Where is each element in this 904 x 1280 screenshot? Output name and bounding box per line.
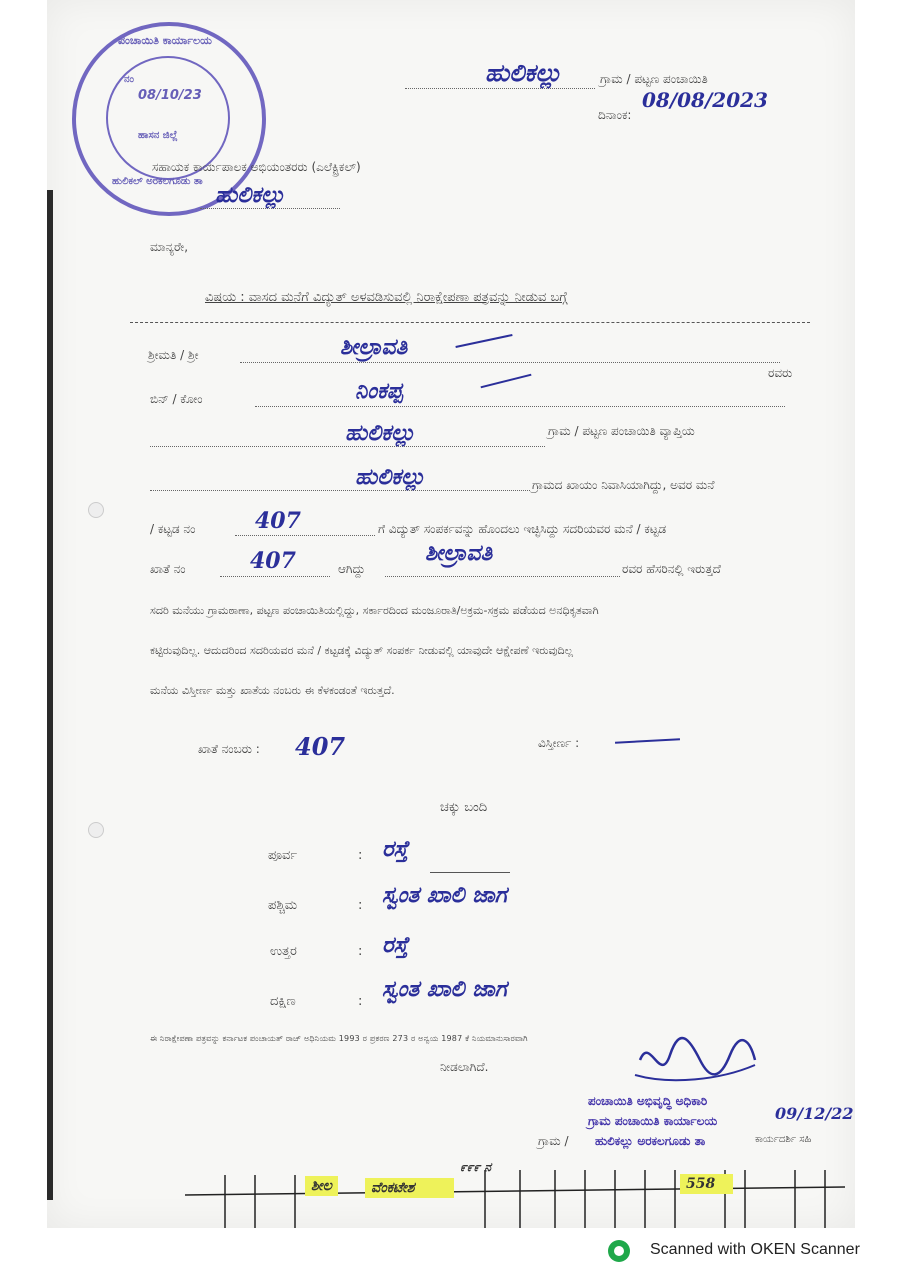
officer-signature bbox=[630, 1030, 760, 1090]
khata-number-2: 407 bbox=[295, 732, 346, 761]
grid-cell-name2: ವೆಂಕಟೇಶ bbox=[365, 1178, 454, 1198]
grid-cell-number: 558 bbox=[680, 1174, 733, 1194]
register-grid bbox=[185, 1165, 845, 1228]
grid-cell-name1: ಶೀಲ bbox=[305, 1176, 338, 1196]
boundaries-title: ಚಕ್ಕು ಬಂದಿ bbox=[440, 800, 488, 815]
village-hand-1: ಹುಲಿಕಲ್ಲು bbox=[345, 420, 416, 446]
page-edge-shadow bbox=[47, 190, 53, 1200]
stamp-date: 08/10/23 bbox=[138, 88, 202, 103]
officer-seal-line1: ಪಂಚಾಯಿತಿ ಅಭಿವೃದ್ಧಿ ಅಧಿಕಾರಿ bbox=[588, 1094, 708, 1108]
owner-name: ಶೀಲ್ರಾವತಿ bbox=[425, 540, 493, 566]
sign-date: 09/12/22 bbox=[775, 1104, 854, 1123]
area-label: ವಿಸ್ತೀರ್ಣ : bbox=[538, 736, 580, 750]
boundary-east: ರಸ್ತೆ bbox=[382, 836, 409, 862]
grid-cell-c3: ೯೯೯ ನ bbox=[460, 1160, 492, 1174]
village-hand-2: ಹುಲಿಕಲ್ಲು bbox=[355, 464, 426, 490]
punch-hole bbox=[88, 822, 104, 838]
father-husband-name: ನಿಂಕಪ್ಪ bbox=[355, 378, 403, 404]
relation-label: ಬಿನ್ / ಕೋಂ bbox=[150, 392, 203, 406]
boundary-dir: ಪಶ್ಚಿಮ bbox=[268, 898, 298, 913]
boundary-south: ಸ್ವಂತ ಖಾಲಿ ಜಾಗ bbox=[382, 976, 507, 1002]
subject-line: ವಿಷಯ : ವಾಸದ ಮನೆಗೆ ವಿದ್ಯುತ್ ಅಳವಡಿಸುವಲ್ಲಿ ನಿರಾಕ್ಷೇಪಣಾ ಪತ್ರವನ್ನು ನೀಡುವ ಬಗ್ಗೆ bbox=[205, 290, 568, 305]
boundary-north: ರಸ್ತೆ bbox=[382, 932, 409, 958]
boundary-dir: ಪೂರ್ವ bbox=[268, 848, 298, 863]
village-name: ಹುಲಿಕಲ್ಲು bbox=[485, 58, 562, 87]
building-number: 407 bbox=[255, 508, 301, 534]
office-seal-stamp: ಪಂಚಾಯಿತಿ ಕಾರ್ಯಾಲಯ ನಂ 08/10/23 ಹಾಸನ ಜಿಲ್ಲೆ ಹುಲಿಕಲ್ ಅರಕಲಗೂಡು ತಾ bbox=[72, 22, 266, 216]
officer-seal-line2: ಗ್ರಾಮ ಪಂಚಾಯಿತಿ ಕಾರ್ಯಾಲಯ bbox=[588, 1114, 718, 1128]
closing-text: ಈ ನಿರಾಕ್ಷೇಪಣಾ ಪತ್ರವನ್ನು ಕರ್ನಾಟಕ ಪಂಚಾಯತ್ ರಾಜ್ ಅಧಿನಿಯಮ 1993 ರ ಪ್ರಕರಣ 273 ರ ಅನ್ವಯ 1987 ಕೆ ನಿಯಮಾನುಸಾರವಾಗಿ bbox=[150, 1034, 528, 1043]
applicant-name: ಶೀಲ್ರಾವತಿ bbox=[340, 334, 408, 360]
punch-hole bbox=[88, 502, 104, 518]
recipient-title: ಸಹಾಯಕ ಕಾರ್ಯಪಾಲಕ ಅಭಿಯಂತರರು (ಎಲೆಕ್ಟ್ರಿಕಲ್) bbox=[152, 160, 361, 174]
letter-date: 08/08/2023 bbox=[642, 88, 768, 112]
name-label: ಶ್ರೀಮತಿ / ಶ್ರೀ bbox=[148, 348, 199, 362]
village-label: ಗ್ರಾಮ / ಪಟ್ಟಣ ಪಂಚಾಯಿತಿ bbox=[600, 72, 708, 86]
boundary-west: ಸ್ವಂತ ಖಾಲಿ ಜಾಗ bbox=[382, 882, 507, 908]
khata-number-1: 407 bbox=[250, 548, 296, 574]
khata-label: ಖಾತೆ ನಂಬರು : bbox=[198, 742, 260, 756]
officer-seal-line3: ಹುಲಿಕಲ್ಲು ಅರಕಲಗೂಡು ತಾ bbox=[595, 1134, 706, 1148]
boundary-dir: ದಕ್ಷಿಣ bbox=[270, 994, 296, 1009]
recipient-place: ಹುಲಿಕಲ್ಲು bbox=[215, 182, 286, 208]
salutation: ಮಾನ್ಯರೇ, bbox=[150, 240, 189, 254]
oken-logo-icon bbox=[608, 1240, 630, 1262]
boundary-dir: ಉತ್ತರ bbox=[270, 944, 297, 959]
scanner-watermark: Scanned with OKEN Scanner bbox=[650, 1241, 860, 1258]
date-label: ದಿನಾಂಕ: bbox=[598, 108, 632, 122]
